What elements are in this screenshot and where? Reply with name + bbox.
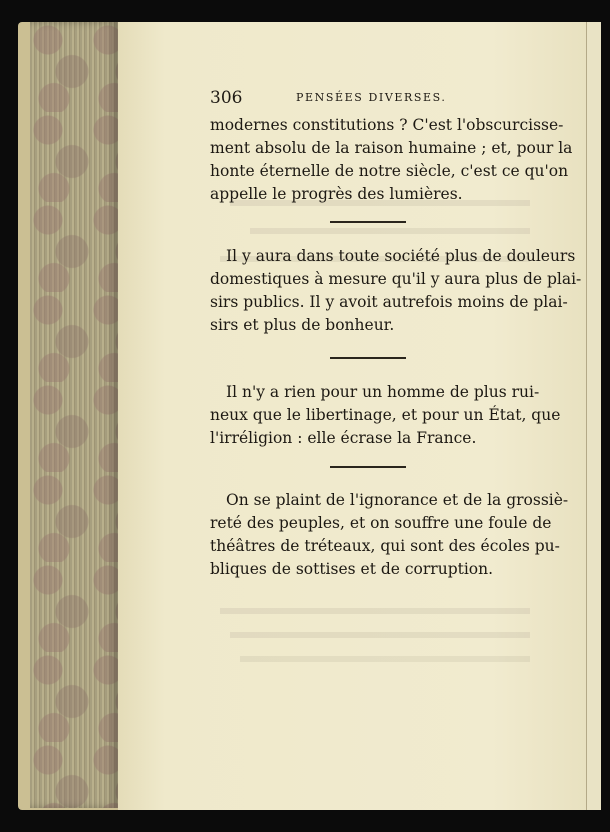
text-line: appelle le progrès des lumières. [210,185,463,203]
text-line: l'irréligion : elle écrase la France. [210,429,477,447]
text-line: reté des peuples, et on souffre une foule de [210,514,552,532]
paragraph-2 [210,245,582,337]
text-line: sirs et plus de bonheur. [210,316,395,334]
section-divider [330,466,406,468]
text-line: On se plaint de l'ignorance et de la grossiè- [226,491,569,509]
facing-page-edge [586,22,601,810]
text-line: neux que le libertinage, et pour un État, que [210,406,561,424]
text-line: domestiques à mesure qu'il y aura plus de plai- [210,270,582,288]
text-line: honte éternelle de notre siècle, c'est ce qu'on [210,162,569,180]
running-head: PENSÉES DIVERSES. [296,91,447,104]
text-line: sirs publics. Il y avoit autrefois moins de plai- [210,293,568,311]
text-line: Il n'y a rien pour un homme de plus rui- [226,383,540,401]
text-line: Il y aura dans toute société plus de douleurs [226,247,576,265]
text-line: bliques de sottises et de corruption. [210,560,494,578]
section-divider [330,221,406,223]
paragraph-3 [210,381,561,450]
page-edges [30,22,118,808]
text-line: modernes constitutions ? C'est l'obscurcisse- [210,116,564,134]
text-line: théâtres de tréteaux, qui sont des écoles pu- [210,537,560,555]
text-line: ment absolu de la raison humaine ; et, pour la [210,139,573,157]
page-number: 306 [210,88,243,108]
paragraph-4 [210,489,569,581]
page-header [210,88,528,108]
show-through-texture [200,590,530,662]
section-divider [330,357,406,359]
paragraph-1 [210,114,573,206]
